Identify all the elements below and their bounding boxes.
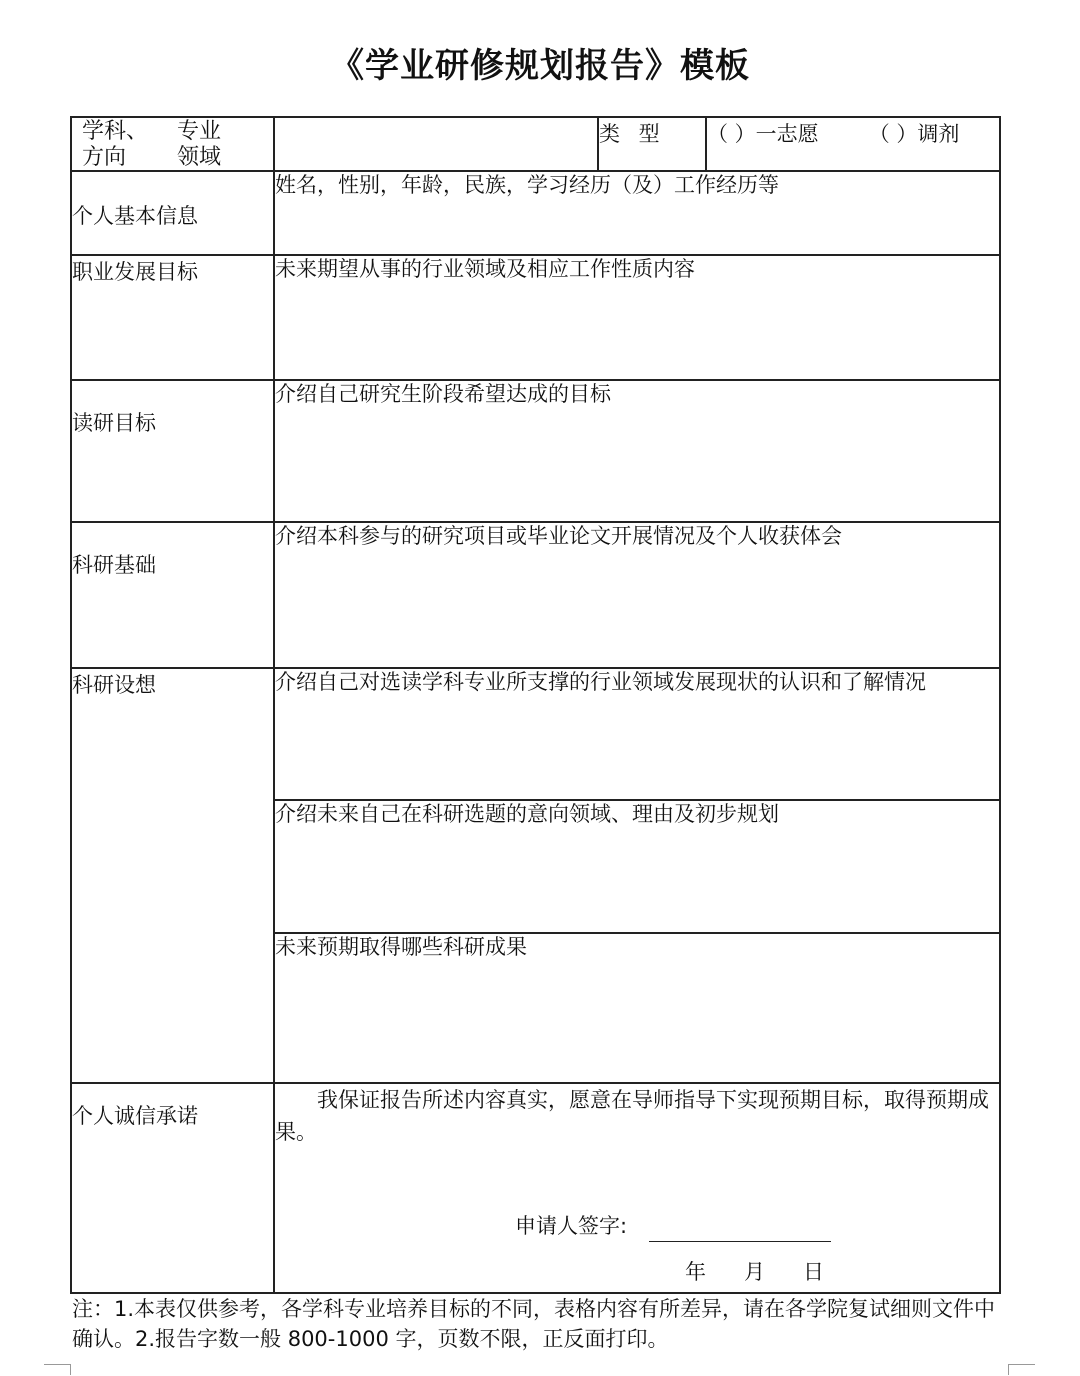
research-foundation-row [71, 522, 1000, 668]
plan-report-form [70, 116, 1001, 1294]
first-choice-option[interactable]: （ ）一志愿 [707, 122, 819, 146]
day-label: 日 [803, 1260, 824, 1284]
career-goal-label: 职业发展目标 [71, 255, 274, 380]
integrity-row [71, 1083, 1000, 1293]
major-label-part: 专业 [176, 119, 221, 144]
research-foundation-label: 科研基础 [71, 522, 274, 668]
month-label: 月 [744, 1260, 765, 1284]
personal-info-row [71, 171, 1000, 255]
career-goal-row [71, 255, 1000, 380]
signature-label: 申请人签字: [515, 1214, 628, 1238]
industry-understanding-field[interactable]: 介绍自己对选读学科专业所支撑的行业领域发展现状的认识和了解情况 [274, 668, 1000, 800]
document-title: 《学业研修规划报告》模板 [330, 46, 750, 86]
subject-row [71, 117, 1000, 171]
personal-info-field[interactable]: 姓名，性别，年龄，民族，学习经历（及）工作经历等 [274, 171, 1000, 255]
study-goal-label: 读研目标 [71, 380, 274, 522]
research-foundation-field[interactable]: 介绍本科参与的研究项目或毕业论文开展情况及个人收获体会 [274, 522, 1000, 668]
field-label-part: 领域 [176, 145, 221, 170]
research-topic-field[interactable]: 介绍未来自己在科研选题的意向领域、理由及初步规划 [274, 800, 1000, 933]
pledge-text: 我保证报告所述内容真实，愿意在导师指导下实现预期目标，取得预期成果。 [275, 1088, 989, 1144]
integrity-label: 个人诚信承诺 [71, 1083, 274, 1293]
subject-value-field[interactable] [274, 117, 598, 171]
date-area [685, 1256, 824, 1288]
page-corner-mark-right [1008, 1364, 1035, 1375]
subject-label-part: 学科、 [82, 119, 149, 144]
direction-label-part: 方向 [82, 145, 127, 170]
signature-area [515, 1210, 831, 1242]
type-label: 类 型 [598, 117, 706, 171]
integrity-pledge-cell [274, 1083, 1000, 1293]
expected-results-field[interactable]: 未来预期取得哪些科研成果 [274, 933, 1000, 1083]
research-plan-label: 科研设想 [71, 668, 274, 1083]
career-goal-field[interactable]: 未来期望从事的行业领域及相应工作性质内容 [274, 255, 1000, 380]
adjustment-option[interactable]: （ ）调剂 [868, 122, 960, 146]
personal-info-label: 个人基本信息 [71, 171, 274, 255]
signature-line[interactable] [649, 1223, 831, 1242]
study-goal-field[interactable]: 介绍自己研究生阶段希望达成的目标 [274, 380, 1000, 522]
footnote: 注：1.本表仅供参考，各学科专业培养目标的不同，表格内容有所差异，请在各学院复试细则文件中确认。2.报告字数一般 800-1000 字，页数不限，正反面打印。 [72, 1297, 996, 1351]
research-plan-row-1 [71, 668, 1000, 800]
study-goal-row [71, 380, 1000, 522]
page-corner-mark-left [44, 1364, 71, 1375]
type-options-cell [706, 117, 1000, 171]
year-label: 年 [685, 1260, 706, 1284]
subject-label-cell [71, 117, 274, 171]
